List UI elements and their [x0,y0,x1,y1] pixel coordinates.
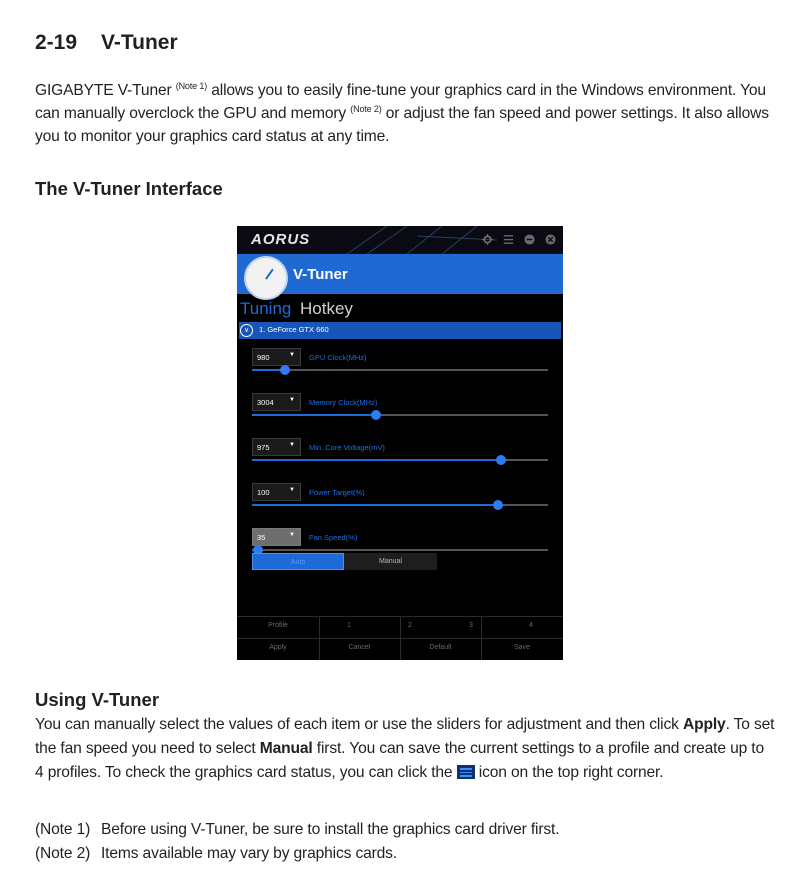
fan-manual-button[interactable]: Manual [344,553,437,570]
gpu-name: 1. GeForce GTX 660 [259,325,329,334]
slider-track[interactable] [252,459,548,461]
interface-heading: The V-Tuner Interface [35,178,223,199]
monitor-icon [457,765,475,779]
monitor-icon[interactable] [503,234,514,245]
fan-auto-button[interactable]: Auto [252,553,344,570]
tab-tuning[interactable]: Tuning [240,299,292,318]
minimize-icon[interactable] [524,234,535,245]
using-text-4: icon on the top right corner. [474,764,664,781]
dropdown-arrow-icon: ▼ [289,487,295,493]
value-dropdown[interactable] [252,393,301,411]
dropdown-value: 980 [257,353,270,362]
chevron-down-icon[interactable]: ∨ [240,324,253,337]
brand-text: AORUS [251,231,311,248]
slider-track[interactable] [252,549,548,551]
save-button[interactable]: Save [514,644,530,651]
setting-label: Fan Speed(%) [309,533,358,542]
intro-paragraph [35,79,775,148]
slider-thumb[interactable] [493,500,503,510]
speedometer-icon [244,256,288,300]
default-button[interactable]: Default [429,644,452,651]
slider-fill [252,459,501,461]
dropdown-arrow-icon: ▼ [289,532,295,538]
app-title: V-Tuner [293,266,348,283]
slider-thumb[interactable] [371,410,381,420]
using-text-1: You can manually select the values of each item or use the sliders for adjustment and then click [35,716,683,733]
aorus-logo [251,231,310,248]
using-text-2: . To set the fan speed you need to select [35,716,775,757]
section-heading [35,31,178,55]
vtuner-window [237,226,563,660]
tab-hotkey[interactable]: Hotkey [300,299,353,318]
intro-text-3: or adjust the fan speed and power settings. It also allows you to monitor your graphics card status at any time. [35,105,769,145]
intro-text-2: allows you to easily fine-tune your graphics card in the Windows environment. You can manually overclock the GPU and memory [35,82,766,122]
note-text: Before using V-Tuner, be sure to install the graphics card driver first. [101,821,560,838]
profile-3-button[interactable]: 3 [469,622,473,629]
using-paragraph [35,713,775,785]
note-text: Items available may vary by graphics cards. [101,845,398,862]
value-dropdown[interactable] [252,483,301,501]
note-label: (Note 2) [35,845,91,862]
slider-thumb[interactable] [280,365,290,375]
slider-fill [252,504,498,506]
value-dropdown[interactable] [252,348,301,366]
profile-2-button[interactable]: 2 [408,622,412,629]
setting-label: Memory Clock(MHz) [309,398,378,407]
close-icon[interactable] [545,234,556,245]
note-1 [35,821,559,839]
apply-term: Apply [682,716,726,733]
dropdown-value: 35 [257,533,266,542]
bottom-bar [237,616,563,660]
note-ref-1: (Note 1) [175,80,208,91]
profile-4-button[interactable]: 4 [529,622,533,629]
using-text-3: first. You can save the current settings to a profile and create up to 4 profiles. To check the graphics card status, you can click the [35,740,765,781]
slider-thumb[interactable] [496,455,506,465]
note-2 [35,845,397,863]
cancel-button[interactable]: Cancel [348,644,371,651]
settings-gear-icon[interactable] [482,234,493,245]
section-title: V-Tuner [101,31,178,54]
slider-track[interactable] [252,504,548,506]
slider-fill [252,414,376,416]
dropdown-arrow-icon: ▼ [289,352,295,358]
title-bar [237,226,563,254]
manual-term: Manual [259,740,313,757]
dropdown-arrow-icon: ▼ [289,442,295,448]
section-number: 2-19 [35,31,78,54]
value-dropdown[interactable] [252,528,301,546]
dropdown-arrow-icon: ▼ [289,397,295,403]
profile-1-button[interactable]: 1 [347,622,351,629]
profile-label: Profile [268,622,288,629]
note-ref-2: (Note 2) [350,103,382,114]
setting-label: Power Target(%) [309,488,365,497]
decorative-lines [347,226,497,254]
dropdown-value: 3004 [257,398,274,407]
using-heading: Using V-Tuner [35,689,160,710]
dropdown-value: 100 [257,488,270,497]
setting-label: Min. Core Voltage(mV) [309,443,385,452]
value-dropdown[interactable] [252,438,301,456]
apply-button[interactable]: Apply [269,644,287,651]
setting-label: GPU Clock(MHz) [309,353,367,362]
note-label: (Note 1) [35,821,91,838]
slider-track[interactable] [252,414,548,416]
slider-track[interactable] [252,369,548,371]
dropdown-value: 975 [257,443,270,452]
intro-text-1: GIGABYTE V-Tuner [35,82,172,99]
